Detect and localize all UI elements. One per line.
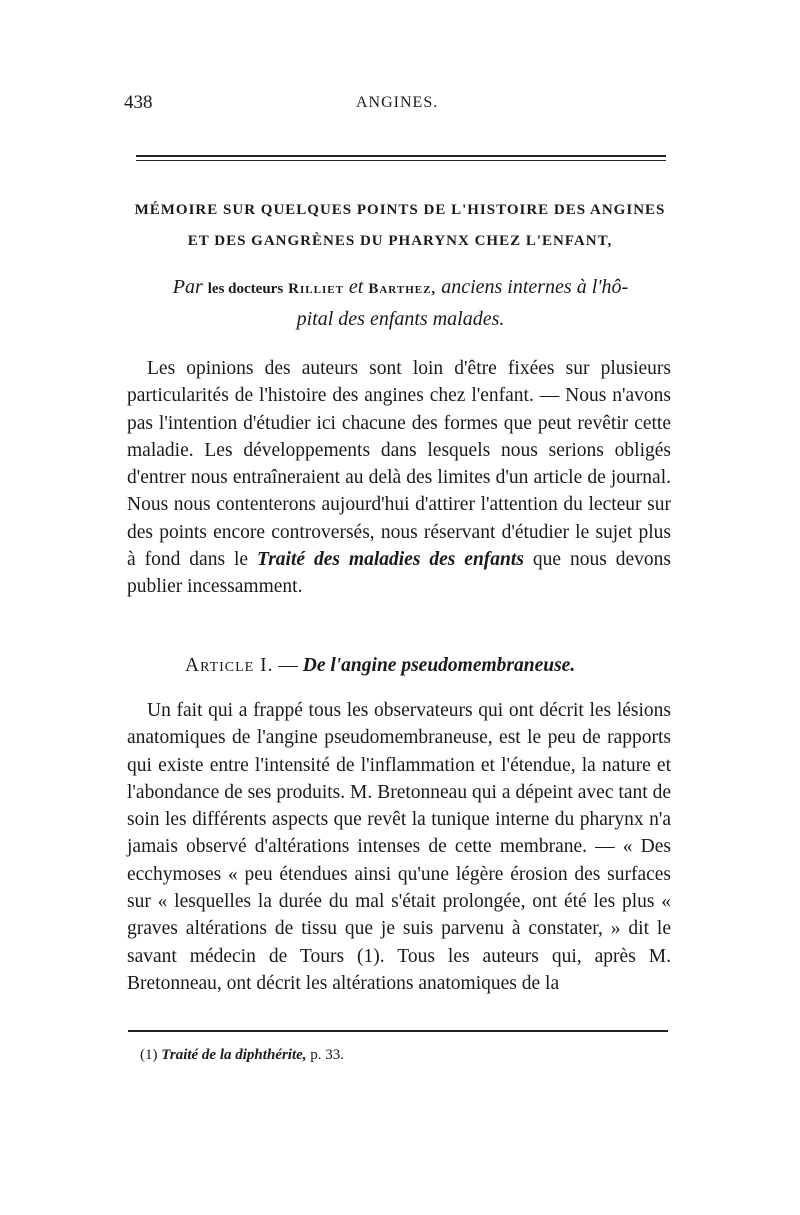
book-title-reference: Traité des maladies des enfants	[257, 549, 524, 571]
title-line-2: ET DES GANGRÈNES DU PHARYNX CHEZ L'ENFANT,	[187, 233, 613, 249]
byline-par: Par	[172, 276, 203, 298]
affiliation-line-2: pital des enfants malades.	[296, 308, 505, 330]
byline-et: et	[348, 276, 364, 298]
footnote-rule	[128, 1030, 668, 1032]
page-number: 438	[124, 92, 153, 113]
footnote-reference: Traité de la diphthérite,	[161, 1047, 307, 1063]
paragraph-intro	[127, 355, 671, 601]
footnote-page: p. 33.	[310, 1047, 345, 1063]
footnote	[140, 1047, 344, 1064]
page-header	[124, 92, 664, 122]
footnote-marker: (1)	[140, 1047, 158, 1063]
paragraph-intro-text: Les opinions des auteurs sont loin d'être fixées sur plusieurs particularités de l'histoire des angines chez l'enfant. — Nous n'avons pas l'intention d'étudier ici chacune des formes que peut revêtir cette maladie. Les développements dans lesquels nous serions obligés d'entrer nous entraîneraient au delà des limites d'un article de journal. Nous nous contenterons aujourd'hui d'attirer l'attention du lecteur sur des points encore controversés, nous réservant d'étudier le sujet plus à fond dans le	[127, 358, 671, 571]
author-rilliet: Rilliet	[288, 281, 344, 297]
paragraph-article-1: Un fait qui a frappé tous les observateurs qui ont décrit les lésions anatomiques de l'angine pseudomembraneuse, est le peu de rapports qui existe entre l'intensité de l'inflammation et l'étendue, la nature et l'abondance de ses produits. M. Bretonneau qui a dépeint avec tant de soin les différents aspects que revêt la tunique interne du pharynx n'a jamais observé d'altérations intenses de cette membrane. — « Des ecchymoses « peu étendues ainsi qu'une légère érosion des surfaces sur « lesquelles la durée du mal s'était prolongée, ont été les plus « graves altérations de tissu que je suis parvenu à constater, » dit le savant médecin de Tours (1). Tous les auteurs qui, après M. Bretonneau, ont décrit les altérations anatomiques de la	[127, 700, 671, 994]
memoir-title	[120, 195, 680, 257]
byline-les-docteurs: les docteurs	[207, 281, 284, 297]
byline	[128, 272, 673, 334]
running-head: ANGINES.	[356, 94, 439, 111]
article-subject: De l'angine pseudomembraneuse.	[302, 655, 576, 676]
article-label: Article I.	[185, 655, 274, 676]
affiliation-line-1: anciens internes à l'hô-	[441, 276, 629, 298]
paragraph-intro-end: que nous devons publier incessamment.	[127, 549, 671, 598]
article-heading	[185, 655, 645, 677]
byline-line-1	[128, 272, 673, 304]
article-dash: —	[273, 655, 303, 676]
title-line-1: MÉMOIRE SUR QUELQUES POINTS DE L'HISTOIRE DES ANGINES	[134, 202, 666, 218]
header-rule	[136, 155, 666, 161]
author-barthez: Barthez,	[368, 281, 437, 297]
